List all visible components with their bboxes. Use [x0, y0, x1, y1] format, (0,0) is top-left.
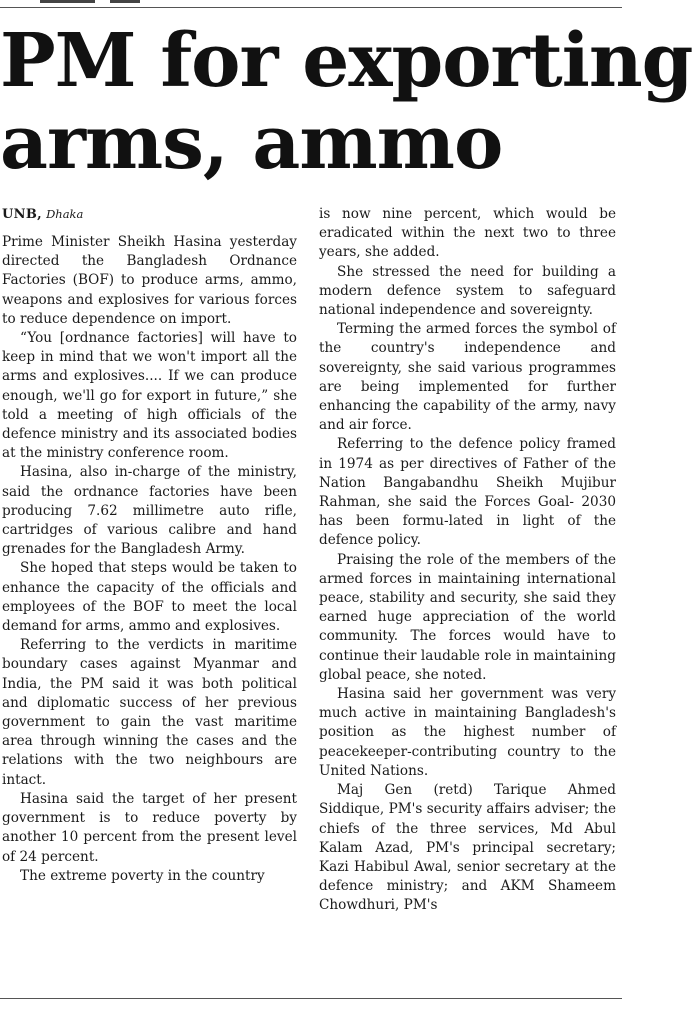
paragraph: Maj Gen (retd) Tarique Ahmed Siddique, PM's security affairs adviser; the chiefs of the three services, Md Abul Kalam Azad, PM's principal secretary; Kazi Habibul Awal, senior secretary at the defence ministry; and AKM Shameem Chowdhuri, PM's [319, 782, 616, 914]
paragraph: She hoped that steps would be taken to enhance the capacity of the officials and employees of the BOF to meet the local demand for arms, ammo and explosives. [2, 560, 297, 635]
paragraph: Referring to the verdicts in maritime boundary cases against Myanmar and India, the PM said it was both political and diplomatic success of her previous government to gain the vast maritime area through winning the cases and the relations with the two neighbours are intact. [2, 637, 297, 788]
paragraph: Hasina said the target of her present government is to reduce poverty by another 10 percent from the present level of 24 percent. [2, 790, 297, 865]
byline-agency: UNB, [2, 207, 42, 222]
top-rule [0, 0, 622, 8]
byline [2, 205, 297, 224]
headline [0, 18, 692, 186]
paragraph: Hasina, also in-charge of the ministry, said the ordnance factories have been producing 7.62 millimetre auto rifle, cartridges of various calibre and hand grenades for the Bangladesh Army. [2, 464, 297, 558]
paragraph: Referring to the defence policy framed in 1974 as per directives of Father of the Nation Bangabandhu Sheikh Mujibur Rahman, she said the Forces Goal- 2030 has been formu-lated in light of the defence policy. [319, 436, 616, 549]
paragraph: Prime Minister Sheikh Hasina yesterday directed the Bangladesh Ordnance Factories (BOF) to produce arms, ammo, weapons and explosives for various forces to reduce dependence on import. [2, 234, 297, 327]
byline-place: Dhaka [46, 207, 84, 221]
headline-line-2: arms, ammo [0, 100, 503, 186]
article-column-right [319, 205, 616, 916]
paragraph: Hasina said her government was very much active in maintaining Bangladesh's position as the highest number of peacekeeper-contributing country to the United Nations. [319, 686, 616, 779]
top-rule-fragment [40, 0, 95, 3]
paragraph: “You [ordnance factories] will have to keep in mind that we won't import all the arms and explosives.... If we can produce enough, we'll go for export in future,” she told a meeting of high officials of the defence ministry and its associated bodies at the ministry conference room. [2, 330, 297, 462]
article-column-left [2, 205, 297, 886]
paragraph: She stressed the need for building a modern defence system to safeguard national independence and sovereignty. [319, 263, 616, 319]
top-rule-fragment [110, 0, 140, 3]
paragraph: Terming the armed forces the symbol of the country's independence and sovereignty, she said various programmes are being implemented for further enhancing the capability of the army, navy and air force. [319, 321, 616, 434]
bottom-rule [0, 998, 622, 999]
paragraph: is now nine percent, which would be eradicated within the next two to three years, she added. [319, 206, 616, 261]
headline-line-1: PM for exporting [0, 18, 692, 104]
paragraph: Praising the role of the members of the armed forces in maintaining international peace, stability and security, she said they earned huge appreciation of the world community. The forces would have to continue their laudable role in maintaining global peace, she noted. [319, 551, 616, 683]
paragraph: The extreme poverty in the country [20, 867, 265, 884]
